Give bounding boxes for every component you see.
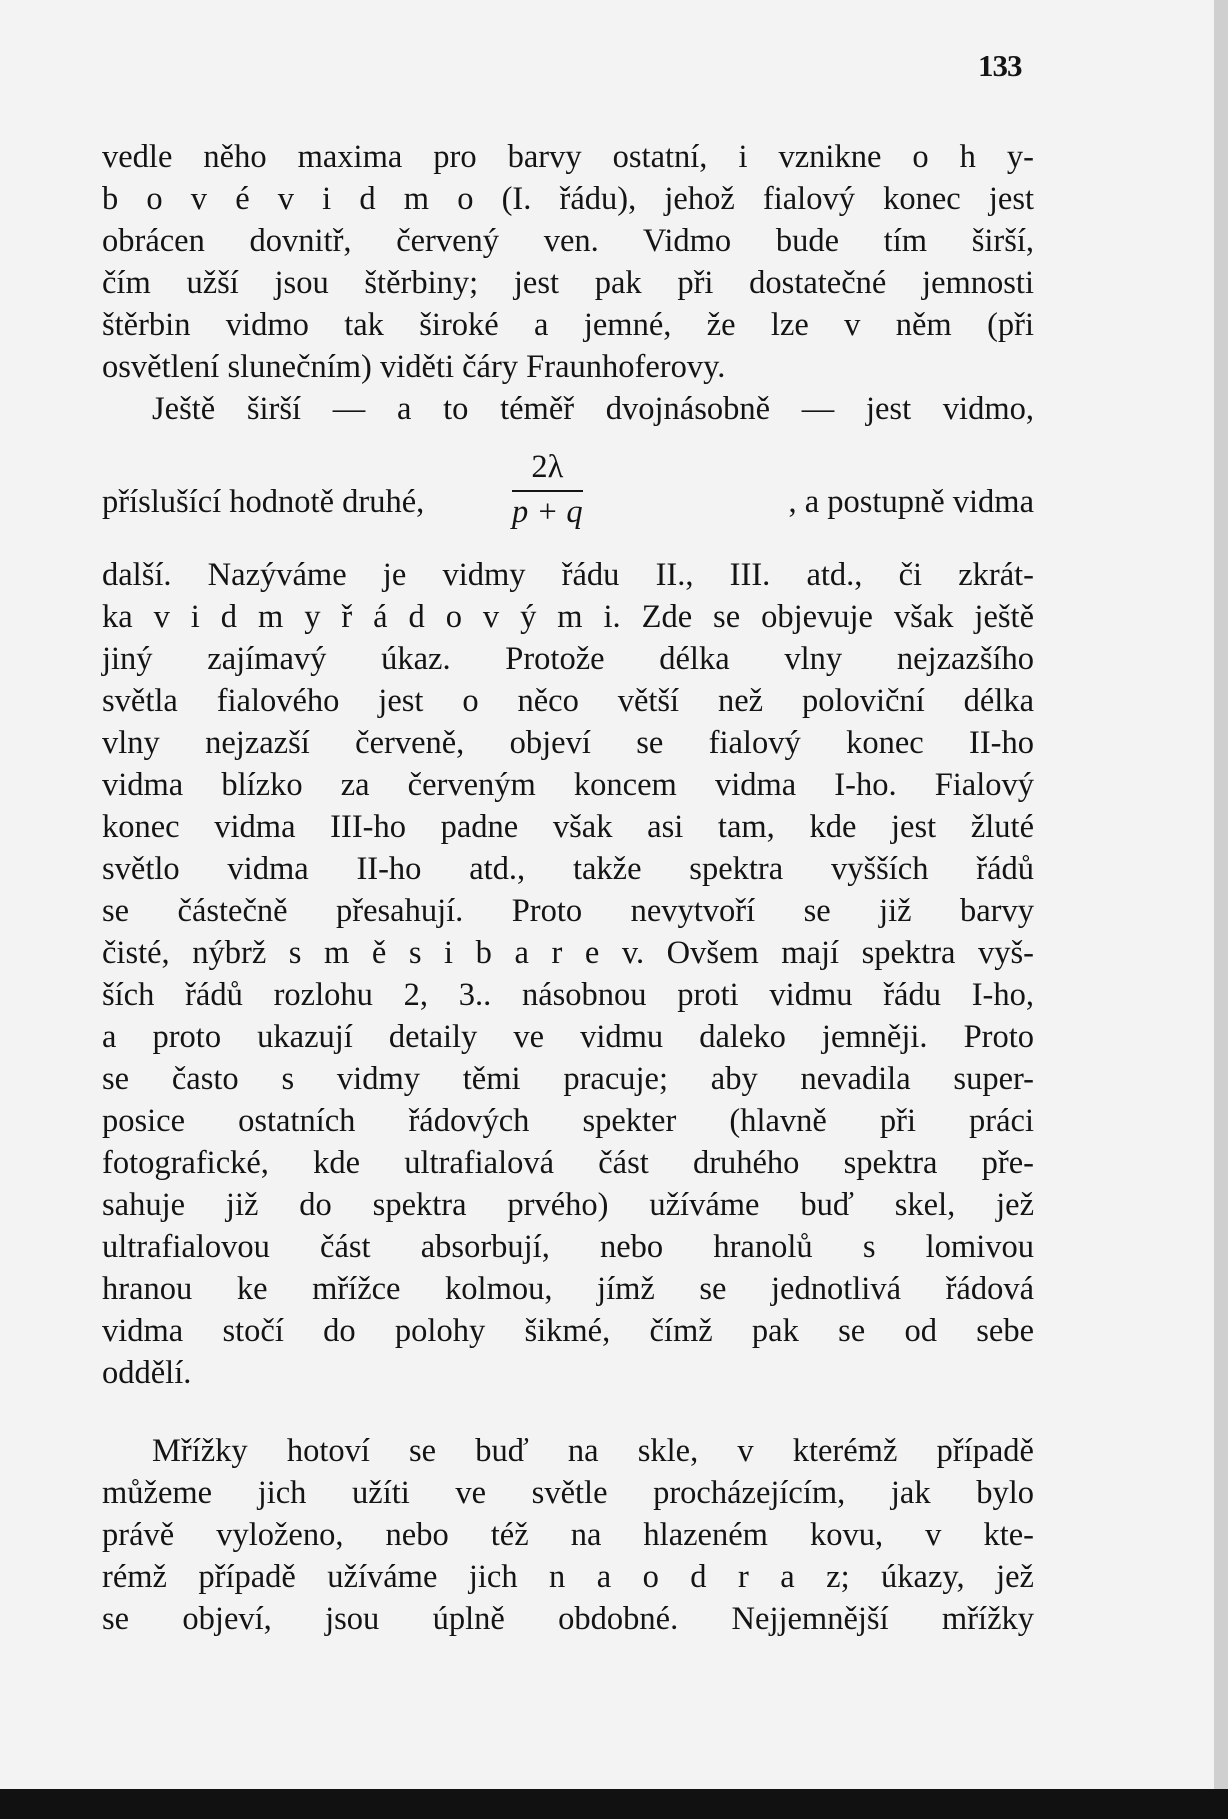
p2-line-18: sahuje již do spektra prvého) užíváme buď skel, jež [102, 1187, 1034, 1223]
p1-line-2: b o v é v i d m o (I. řádu), jehož fialový konec jest [102, 181, 1034, 217]
p3-line-1: Mřížky hotoví se buď na skle, v kterémž případě [152, 1433, 1034, 1469]
p2-line-22: oddělí. [102, 1355, 192, 1391]
p2-line-5: jiný zajímavý úkaz. Protože délka vlny nejzazšího [102, 641, 1034, 677]
p2-line-19: ultrafialovou část absorbují, nebo hranolů s lomivou [102, 1229, 1034, 1265]
p3-line-4: rémž případě užíváme jich n a o d r a z; úkazy, jež [102, 1559, 1034, 1595]
p3-line-2: můžeme jich užíti ve světle procházejícím, jak bylo [102, 1475, 1034, 1511]
p2-line-13: ších řádů rozlohu 2, 3.. násobnou proti vidmu řádu I-ho, [102, 977, 1034, 1013]
p2-line-21: vidma stočí do polohy šikmé, čímž pak se od sebe [102, 1313, 1034, 1349]
p2-line-12: čisté, nýbrž s m ě s i b a r e v. Ovšem mají spektra vyš- [102, 935, 1034, 971]
p1-line-4: čím užší jsou štěrbiny; jest pak při dostatečné jemnosti [102, 265, 1034, 301]
p1-line-3: obrácen dovnitř, červený ven. Vidmo bude tím širší, [102, 223, 1034, 259]
p2-line-8: vidma blízko za červeným koncem vidma I-ho. Fialový [102, 767, 1034, 803]
p2-line-11: se částečně přesahují. Proto nevytvoří se již barvy [102, 893, 1034, 929]
p2-line-15: se často s vidmy těmi pracuje; aby nevadila super- [102, 1061, 1034, 1097]
p2-line-20: hranou ke mřížce kolmou, jímž se jednotlivá řádová [102, 1271, 1034, 1307]
p2-line-17: fotografické, kde ultrafialová část druhého spektra pře- [102, 1145, 1034, 1181]
p2-line-4: ka v i d m y ř á d o v ý m i. Zde se objevuje však ještě [102, 599, 1034, 635]
p2-line-9: konec vidma III-ho padne však asi tam, kde jest žluté [102, 809, 1034, 845]
formula-line [102, 444, 1034, 554]
p2-line-1: Ještě širší — a to téměř dvojnásobně — jest vidmo, [152, 391, 1034, 427]
p1-line-1: vedle něho maxima pro barvy ostatní, i vznikne o h y- [102, 139, 1034, 175]
page-edge-bottom [0, 1789, 1228, 1819]
p3-line-5: se objeví, jsou úplně obdobné. Nejjemnější mřížky [102, 1601, 1034, 1637]
fraction [512, 444, 583, 532]
fraction-denominator: p + q [512, 494, 583, 530]
fraction-numerator: 2λ [512, 444, 583, 492]
p2-line-3: další. Nazýváme je vidmy řádu II., III. atd., či zkrát- [102, 557, 1034, 593]
p1-line-5: štěrbin vidmo tak široké a jemné, že lze v něm (při [102, 307, 1034, 343]
formula-left-text: příslušící hodnotě druhé, [102, 484, 425, 520]
p2-line-16: posice ostatních řádových spekter (hlavně při práci [102, 1103, 1034, 1139]
p3-line-3: právě vyloženo, nebo též na hlazeném kovu, v kte- [102, 1517, 1034, 1553]
p1-line-6: osvětlení slunečním) viděti čáry Fraunhoferovy. [102, 349, 726, 385]
p2-line-6: světla fialového jest o něco větší než poloviční délka [102, 683, 1034, 719]
page-edge-right [1214, 0, 1228, 1819]
formula-right-text: , a postupně vidma [788, 484, 1034, 520]
page-number: 133 [978, 48, 1022, 83]
p2-line-10: světlo vidma II-ho atd., takže spektra vyšších řádů [102, 851, 1034, 887]
p2-line-14: a proto ukazují detaily ve vidmu daleko jemněji. Proto [102, 1019, 1034, 1055]
p2-line-7: vlny nejzazší červeně, objeví se fialový konec II-ho [102, 725, 1034, 761]
